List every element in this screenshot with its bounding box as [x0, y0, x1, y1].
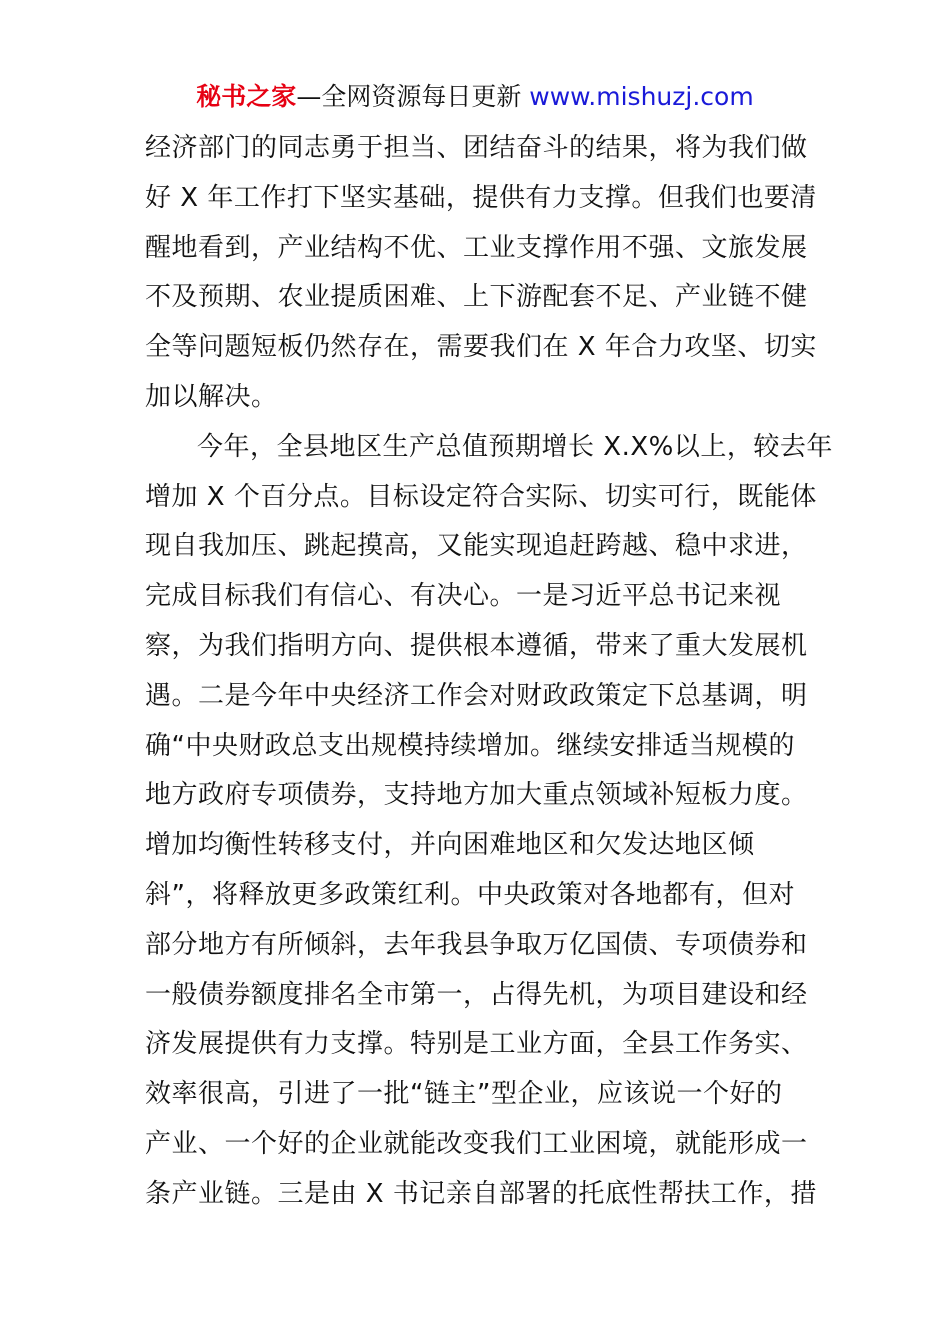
paragraph-1 — [145, 124, 817, 423]
text-line: 部分地方有所倾斜，去年我县争取万亿国债、专项债券和 — [145, 929, 808, 960]
text-line: 增加 X 个百分点。目标设定符合实际、切实可行，既能体 — [145, 481, 817, 512]
text-line: 斜”，将释放更多政策红利。中央政策对各地都有，但对 — [145, 879, 795, 910]
site-header — [0, 80, 950, 114]
document-body — [145, 124, 833, 1220]
text-line: 不及预期、农业提质困难、上下游配套不足、产业链不健 — [145, 282, 808, 313]
text-line: 醒地看到，产业结构不优、工业支撑作用不强、文旅发展 — [145, 232, 808, 263]
text-line: 济发展提供有力支撑。特别是工业方面，全县工作务实、 — [145, 1029, 808, 1060]
text-line: 现自我加压、跳起摸高，又能实现追赶跨越、稳中求进， — [145, 531, 808, 562]
text-line: 一般债券额度排名全市第一，占得先机，为项目建设和经 — [145, 979, 808, 1010]
text-line: 增加均衡性转移支付，并向困难地区和欠发达地区倾 — [145, 830, 755, 861]
text-line: 察，为我们指明方向、提供根本遵循，带来了重大发展机 — [145, 630, 808, 661]
header-tagline: —全网资源每日更新 — [296, 82, 530, 111]
text-line: 遇。二是今年中央经济工作会对财政政策定下总基调，明 — [145, 680, 808, 711]
text-line: 经济部门的同志勇于担当、团结奋斗的结果，将为我们做 — [145, 133, 808, 163]
text-line: 好 X 年工作打下坚实基础，提供有力支撑。但我们也要清 — [145, 182, 817, 213]
text-line: 完成目标我们有信心、有决心。一是习近平总书记来视 — [145, 581, 782, 612]
brand-name: 秘书之家 — [196, 82, 297, 111]
text-line: 确“中央财政总支出规模持续增加。继续安排适当规模的 — [145, 730, 795, 761]
text-line: 全等问题短板仍然存在，需要我们在 X 年合力攻坚、切实 — [145, 332, 817, 363]
site-url-link[interactable]: www.mishuzj.com — [529, 82, 754, 111]
text-line: 地方政府专项债券，支持地方加大重点领域补短板力度。 — [145, 780, 808, 811]
text-line: 产业、一个好的企业就能改变我们工业困境，就能形成一 — [145, 1128, 808, 1159]
text-line: 效率很高，引进了一批“链主”型企业，应该说一个好的 — [145, 1079, 783, 1110]
text-line: 加以解决。 — [145, 381, 278, 412]
paragraph-2 — [145, 423, 833, 1220]
text-line: 今年，全县地区生产总值预期增长 X.X%以上，较去年 — [197, 431, 833, 462]
text-line: 条产业链。三是由 X 书记亲自部署的托底性帮扶工作，措 — [145, 1178, 817, 1209]
